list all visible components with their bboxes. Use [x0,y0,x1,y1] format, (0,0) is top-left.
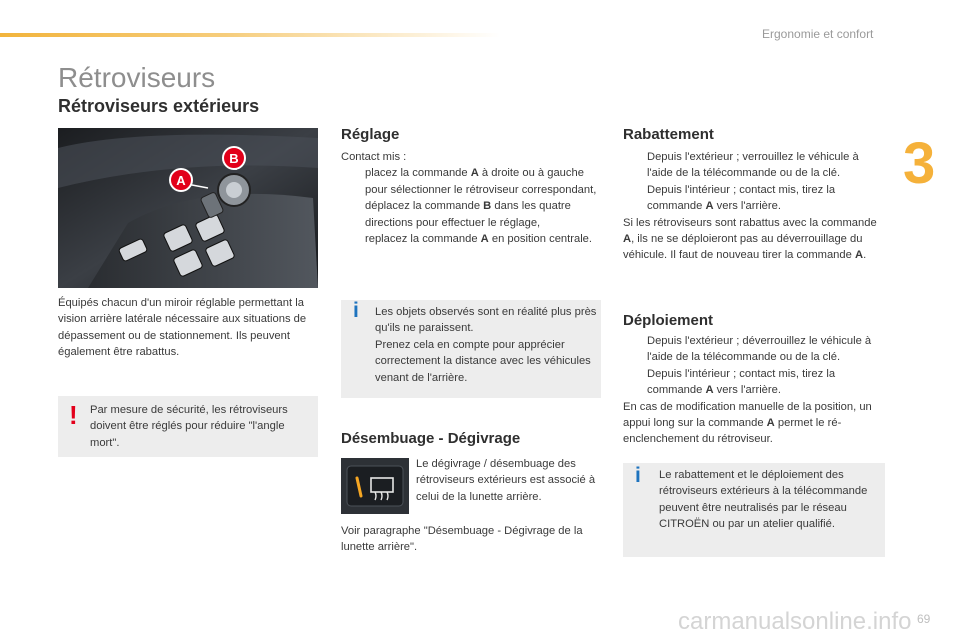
command-letter: A [854,249,864,262]
heading-deploiement: Déploiement [623,312,714,329]
text-run: Depuis l'intérieur ; contact mis, tirez la commande [647,367,836,397]
section-label: Ergonomie et confort [762,27,874,41]
warning-text: Par mesure de sécurité, les rétroviseurs doivent être réglés pour réduire "l'angle mort". [90,404,288,449]
list-item [341,231,599,247]
page-title: Rétroviseurs [58,62,216,93]
rabattement-note [623,215,885,264]
command-letter: B [483,200,492,213]
deploiement-note [623,399,885,448]
text-run: à droite ou à gauche pour sélectionner le rétroviseur correspondant, [365,167,597,196]
text-run: dans les quatre directions pour effectuer le réglage, [365,200,571,229]
chapter-number: 3 [903,131,936,196]
text-run: . [863,249,867,262]
info-box-2 [623,463,885,557]
info2-text: Le rabattement et le déploiement des rétroviseurs extérieurs à la télécommande peuvent être neutralisés par le réseau CITROËN ou par un atelier qualifié. [659,469,868,531]
heading-desembuage: Désembuage - Dégivrage [341,430,521,447]
command-letter: A [766,417,775,430]
list-item [623,333,885,366]
heading-reglage: Réglage [341,126,400,143]
command-letter: A [705,384,714,397]
reglage-content [341,149,599,247]
page-subtitle: Rétroviseurs extérieurs [58,96,260,116]
warning-box [58,396,318,457]
info1-text: Les objets observés sont en réalité plus près qu'ils ne paraissent. Prenez cela en compte pour apprécier correctement la distance avec les véhicules venant de l'arrière. [375,306,597,384]
intro-text: Équipés chacun d'un miroir réglable permettant la vision arrière latérale nécessaire aux situations de dépassement ou de stationnement. Ils peuvent également être rabattus. [58,297,307,359]
text-run: , ils ne se déploieront pas au déverrouillage du véhicule. Il faut de nouveau tirer la commande [623,233,863,262]
label-b: B [229,151,239,166]
text-run: Depuis l'extérieur ; déverrouillez le véhicule à l'aide de la télécommande ou de la clé. [647,335,872,364]
rabattement-list [623,149,885,215]
text-run: vers l'arrière. [713,200,781,213]
reglage-lead: Contact mis : [341,151,407,163]
text-run: déplacez la commande [365,200,484,213]
command-letter: A [623,233,632,246]
list-item [341,165,599,198]
text-run: en position centrale. [488,233,593,246]
info-box-1 [341,300,601,398]
list-item [341,198,599,231]
rabattement-content [623,149,885,264]
command-letter: A [480,233,489,246]
command-letter: A [705,200,714,213]
text-run: Depuis l'intérieur ; contact mis, tirez la commande [647,183,836,213]
reglage-list [341,165,599,247]
info-icon: i [635,464,641,487]
desembuage-text: Le dégivrage / désembuage des rétroviseurs extérieurs est associé à celui de la lunette arrière. [416,458,596,503]
desembuage-note: Voir paragraphe "Désembuage - Dégivrage de la lunette arrière". [341,525,583,554]
heading-rabattement: Rabattement [623,126,714,143]
text-run: permet le ré-enclenchement du rétroviseur. [623,417,842,446]
list-item [623,366,885,399]
defrost-button-image [341,458,409,514]
watermark: carmanualsonline.info [678,608,912,635]
header-accent-bar [0,33,500,37]
list-item [623,182,885,215]
deploiement-content [623,333,885,448]
info-icon: i [353,299,359,322]
warning-icon: ! [69,400,78,430]
text-run: placez la commande [365,167,471,180]
text-run: replacez la commande [365,233,481,246]
command-letter: A [470,167,479,180]
list-item [623,149,885,182]
text-run: Si les rétroviseurs sont rabattus avec la commande [623,216,877,229]
label-a: A [176,173,186,188]
text-run: En cas de modification manuelle de la position, un appui long sur la commande [623,400,872,430]
deploiement-list [623,333,885,399]
page-number: 69 [917,612,931,626]
text-run: Depuis l'extérieur ; verrouillez le véhicule à l'aide de la télécommande ou de la clé. [647,151,859,180]
door-controls-photo [58,128,318,288]
text-run: vers l'arrière. [713,384,781,397]
